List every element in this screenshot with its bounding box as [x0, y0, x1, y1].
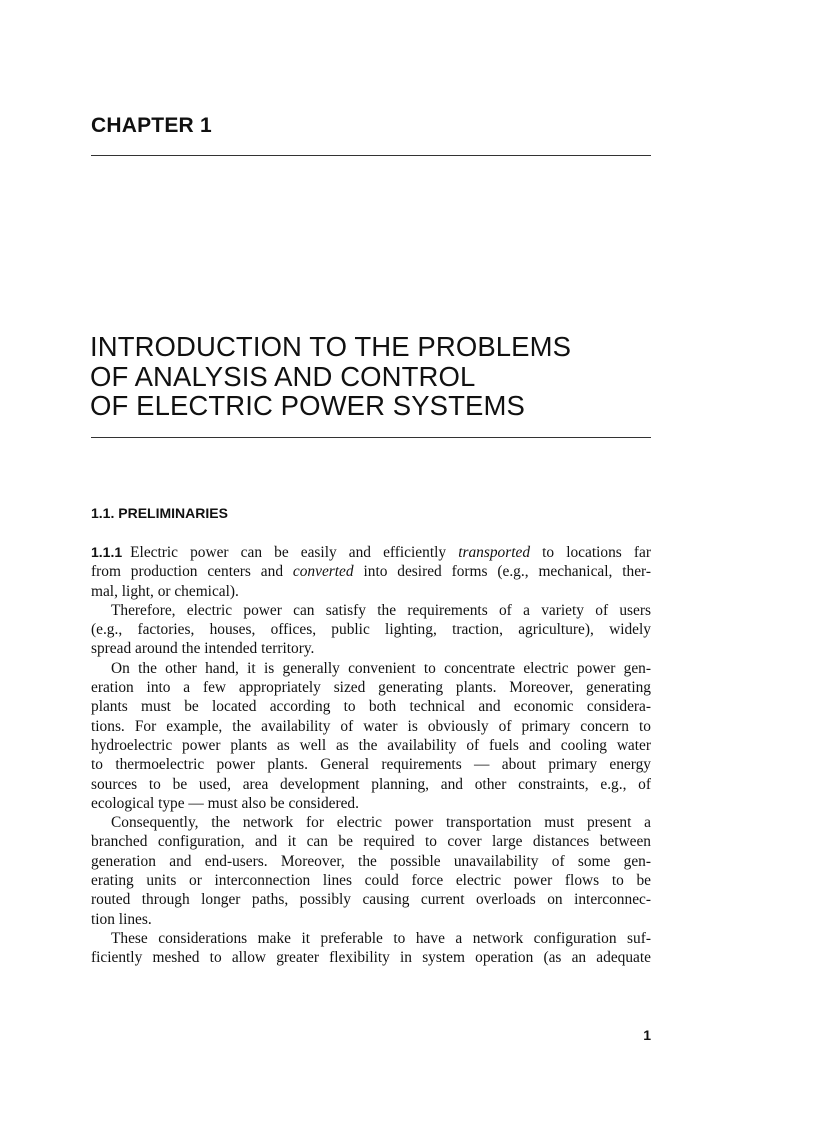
text-line: 1.1.1 Electric power can be easily and efficiently transported to locations far — [91, 544, 651, 561]
text-line: from production centers and converted into desired forms (e.g., mechanical, ther- — [91, 563, 651, 581]
text-line: On the other hand, it is generally convenient to concentrate electric power gen- — [111, 659, 651, 677]
chapter-title-line: OF ANALYSIS AND CONTROL — [90, 360, 476, 392]
text-line: Therefore, electric power can satisfy the requirements of a variety of users — [111, 601, 651, 619]
text-line: spread around the intended territory. — [91, 640, 315, 658]
text-line: Consequently, the network for electric power transportation must present a — [111, 814, 651, 832]
text-line: hydroelectric power plants as well as the availability of fuels and cooling water — [91, 736, 651, 754]
text-line: ecological type — must also be considered. — [91, 794, 359, 812]
chapter-title-line: OF ELECTRIC POWER SYSTEMS — [90, 390, 525, 421]
paragraph-number: 1.1.1 — [91, 544, 123, 560]
chapter-title-line: INTRODUCTION TO THE PROBLEMS — [90, 331, 572, 362]
emphasis-converted: converted — [292, 563, 354, 581]
page-number: 1 — [643, 1027, 651, 1043]
text-line: sources to be used, area development planning, and other constraints, e.g., of — [91, 775, 651, 793]
text-line: to thermoelectric power plants. General requirements — about primary energy — [91, 756, 651, 774]
section-heading: 1.1. PRELIMINARIES — [91, 505, 228, 521]
text-line: tion lines. — [91, 910, 152, 928]
text-line: (e.g., factories, houses, offices, public lighting, traction, agriculture), widely — [91, 621, 651, 639]
text-line: eration into a few appropriately sized generating plants. Moreover, generating — [91, 679, 651, 697]
text-line: routed through longer paths, possibly causing current overloads on interconnec- — [91, 891, 651, 909]
title-divider — [91, 437, 651, 438]
text-line: plants must be located according to both technical and economic considera- — [91, 698, 651, 716]
text-line: These considerations make it preferable to have a network configuration suf- — [111, 929, 651, 947]
body-text — [91, 543, 651, 968]
text-line: branched configuration, and it can be required to cover large distances between — [91, 833, 651, 851]
text-line: generation and end-users. Moreover, the possible unavailability of some gen- — [91, 852, 651, 870]
chapter-title — [90, 332, 571, 421]
text-line: mal, light, or chemical). — [91, 582, 239, 600]
text-line: tions. For example, the availability of water is obviously of primary concern to — [91, 717, 651, 735]
top-divider — [91, 155, 651, 156]
emphasis-transported: transported — [458, 544, 531, 561]
text-line: ficiently meshed to allow greater flexibility in system operation (as an adequate — [91, 949, 651, 967]
text-line: erating units or interconnection lines could force electric power flows to be — [91, 872, 651, 890]
chapter-label: CHAPTER 1 — [91, 114, 212, 137]
